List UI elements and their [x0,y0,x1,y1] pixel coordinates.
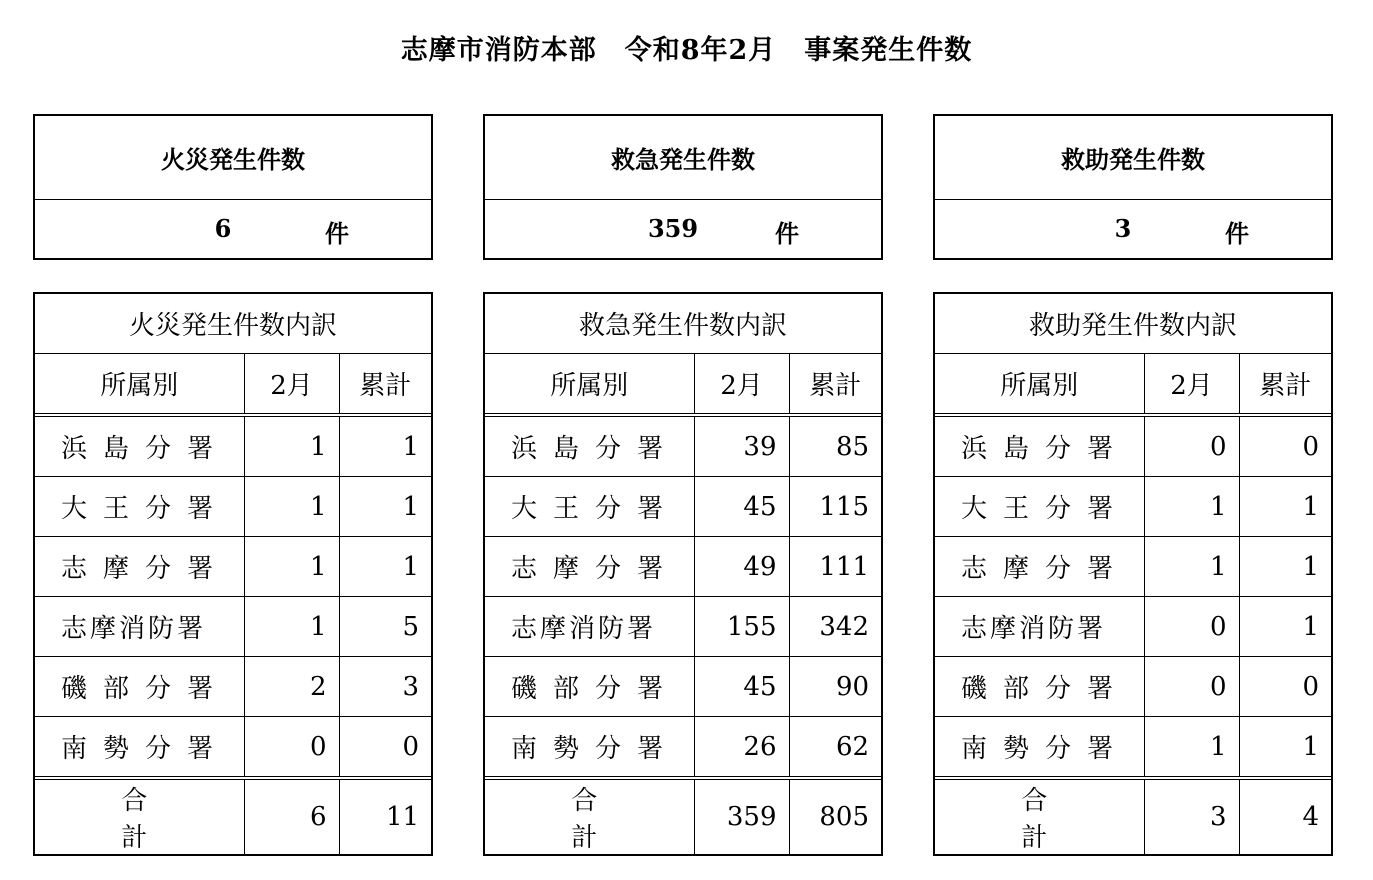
cumulative-count: 0 [1239,657,1331,717]
table-row [35,537,431,597]
cumulative-count: 1 [1239,597,1331,657]
table-row [485,477,881,537]
cumulative-count: 85 [789,415,881,477]
total-row [485,778,881,854]
total-row [935,778,1331,854]
dept-name: 大王分署 [35,477,244,537]
table-row [485,597,881,657]
month-count: 45 [694,477,789,537]
column-header-cumulative: 累計 [1239,354,1331,416]
summary-value-row [935,200,1331,258]
month-count: 1 [244,477,339,537]
total-cumulative: 805 [789,778,881,854]
column-header-month: 2月 [1144,354,1239,416]
month-count: 1 [1144,477,1239,537]
column-header-cumulative: 累計 [789,354,881,416]
column-header-cumulative: 累計 [339,354,431,416]
table-row [485,657,881,717]
total-label: 合 計 [35,778,244,854]
total-cumulative: 4 [1239,778,1331,854]
dept-name: 浜島分署 [35,415,244,477]
dept-name: 浜島分署 [485,415,694,477]
month-count: 2 [244,657,339,717]
table-row [35,597,431,657]
dept-name: 南勢分署 [485,717,694,779]
total-label: 合 計 [485,778,694,854]
breakdown-table [485,294,881,854]
dept-name: 志摩消防署 [935,597,1144,657]
detail-table-ambulance [483,292,883,856]
table-row [485,415,881,477]
cumulative-count: 1 [1239,717,1331,779]
table-row [35,415,431,477]
header-row [935,354,1331,416]
cumulative-count: 3 [339,657,431,717]
cumulative-count: 0 [339,717,431,779]
dept-name: 志摩分署 [485,537,694,597]
table-caption: 救助発生件数内訳 [935,294,1331,354]
month-count: 26 [694,717,789,779]
cumulative-count: 115 [789,477,881,537]
month-count: 1 [244,597,339,657]
header-row [485,354,881,416]
month-count: 39 [694,415,789,477]
dept-name: 南勢分署 [35,717,244,779]
month-count: 0 [1144,657,1239,717]
summary-label: 火災発生件数 [35,116,431,200]
breakdown-table [935,294,1331,854]
total-cumulative: 11 [339,778,431,854]
dept-name: 磯部分署 [935,657,1144,717]
breakdown-table [35,294,431,854]
table-row [935,657,1331,717]
dept-name: 志摩消防署 [35,597,244,657]
cumulative-count: 111 [789,537,881,597]
page-title: 志摩市消防本部 令和8年2月 事案発生件数 [400,35,973,66]
month-count: 155 [694,597,789,657]
month-count: 1 [1144,537,1239,597]
table-row [485,537,881,597]
summary-fire [33,114,433,260]
month-count: 45 [694,657,789,717]
month-count: 1 [1144,717,1239,779]
cumulative-count: 5 [339,597,431,657]
summary-unit: 件 [325,219,349,248]
month-count: 0 [1144,415,1239,477]
total-month: 359 [694,778,789,854]
summary-ambulance [483,114,883,260]
table-caption: 救急発生件数内訳 [485,294,881,354]
column-header-dept: 所属別 [35,354,244,416]
header-row [35,354,431,416]
table-row [935,477,1331,537]
table-caption: 火災発生件数内訳 [35,294,431,354]
table-row [935,597,1331,657]
cumulative-count: 62 [789,717,881,779]
summary-value-row [35,200,431,258]
summary-value: 359 [647,214,699,243]
cumulative-count: 1 [339,415,431,477]
table-row [35,477,431,537]
cumulative-count: 0 [1239,415,1331,477]
cumulative-count: 90 [789,657,881,717]
table-row [35,657,431,717]
table-row [935,415,1331,477]
dept-name: 志摩分署 [35,537,244,597]
dept-name: 大王分署 [485,477,694,537]
cumulative-count: 1 [1239,477,1331,537]
month-count: 0 [1144,597,1239,657]
detail-table-fire [33,292,433,856]
summary-rescue [933,114,1333,260]
cumulative-count: 342 [789,597,881,657]
cumulative-count: 1 [339,477,431,537]
table-row [485,717,881,779]
dept-name: 浜島分署 [935,415,1144,477]
summary-unit: 件 [775,219,799,248]
summary-unit: 件 [1225,219,1249,248]
total-month: 6 [244,778,339,854]
column-header-month: 2月 [244,354,339,416]
dept-name: 磯部分署 [485,657,694,717]
dept-name: 南勢分署 [935,717,1144,779]
month-count: 1 [244,537,339,597]
month-count: 1 [244,415,339,477]
total-month: 3 [1144,778,1239,854]
dept-name: 磯部分署 [35,657,244,717]
dept-name: 大王分署 [935,477,1144,537]
total-row [35,778,431,854]
dept-name: 志摩分署 [935,537,1144,597]
column-header-month: 2月 [694,354,789,416]
summary-value-row [485,200,881,258]
detail-table-rescue [933,292,1333,856]
month-count: 49 [694,537,789,597]
summary-value: 6 [214,214,232,243]
total-label: 合 計 [935,778,1144,854]
summary-label: 救急発生件数 [485,116,881,200]
dept-name: 志摩消防署 [485,597,694,657]
table-row [35,717,431,779]
summary-label: 救助発生件数 [935,116,1331,200]
summary-value: 3 [1114,214,1132,243]
table-row [935,717,1331,779]
table-row [935,537,1331,597]
column-header-dept: 所属別 [935,354,1144,416]
month-count: 0 [244,717,339,779]
cumulative-count: 1 [1239,537,1331,597]
cumulative-count: 1 [339,537,431,597]
column-header-dept: 所属別 [485,354,694,416]
